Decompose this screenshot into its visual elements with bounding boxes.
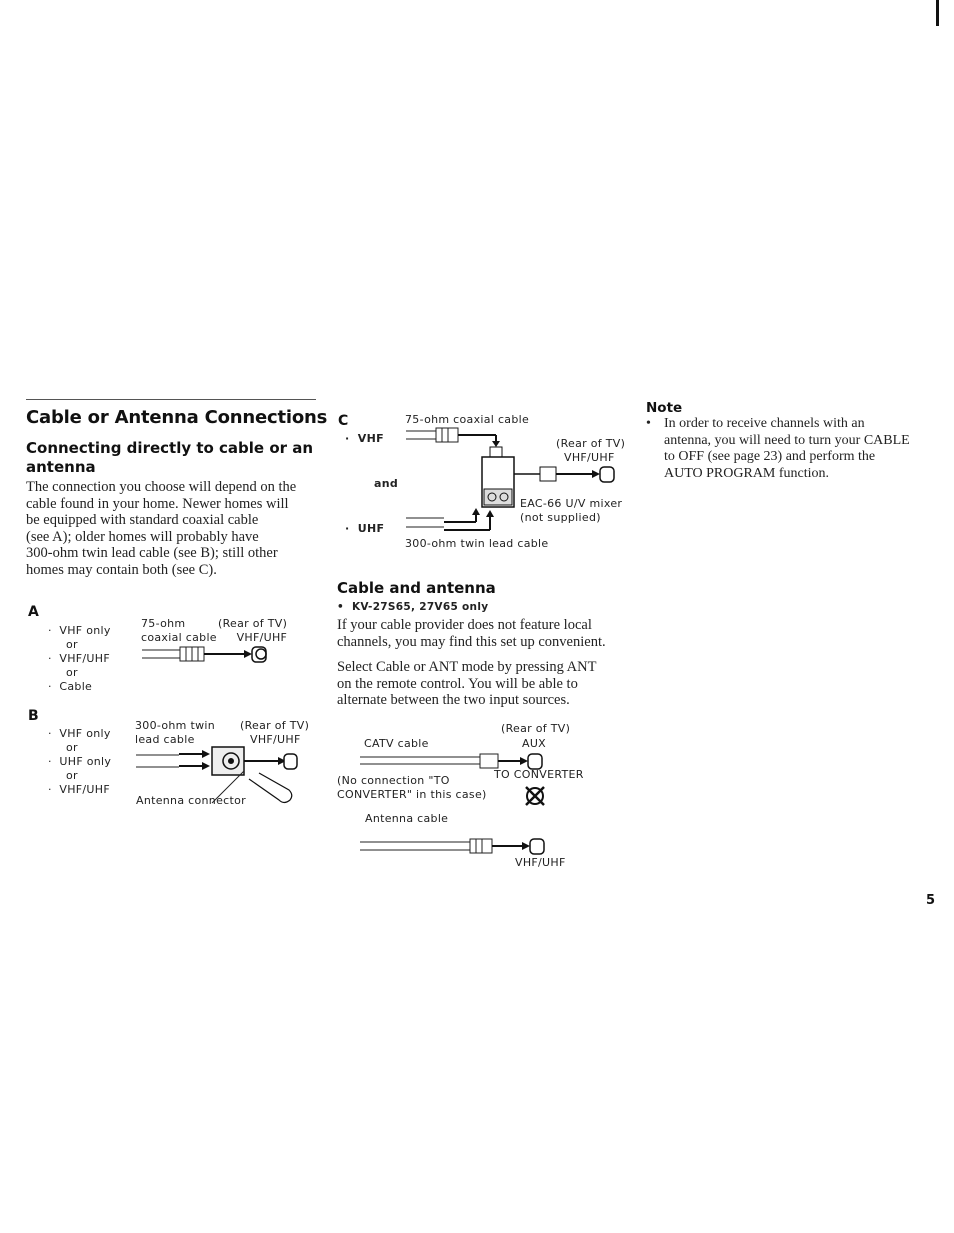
intro-line: 300-ohm twin lead cable (see B); still other xyxy=(26,545,278,561)
option: VHF only xyxy=(59,624,111,637)
option: or xyxy=(66,741,78,754)
antenna-connector-label: Antenna connector xyxy=(136,794,246,807)
diagram-c-rear-label: (Rear of TV) VHF/UHF xyxy=(556,437,626,464)
option: or xyxy=(66,666,78,679)
to-converter-label: TO CONVERTER xyxy=(494,768,584,781)
diagram-c-twin-label: 300-ohm twin lead cable xyxy=(405,537,549,550)
antenna-cable-line xyxy=(360,836,550,858)
intro-line: be equipped with standard coaxial cable xyxy=(26,512,259,528)
diagram-c-vhf: · VHF xyxy=(345,432,384,445)
diagram-a-coax-cable xyxy=(140,644,280,670)
diagram-a-rear-label: (Rear of TV) VHF/UHF xyxy=(218,617,288,644)
section-subtitle: Connecting directly to cable or an antenna xyxy=(26,439,314,476)
models-label: • KV-27S65, 27V65 only xyxy=(337,601,489,613)
option: or xyxy=(66,769,78,782)
cable-antenna-para1: If your cable provider does not feature local channels, you may find this set up convenient. xyxy=(337,617,606,650)
diagram-c-letter: C xyxy=(338,413,349,429)
option: Cable xyxy=(59,680,93,693)
catv-cable-label: CATV cable xyxy=(364,737,429,750)
diagram-c-and: and xyxy=(374,477,399,490)
intro-paragraph xyxy=(26,479,326,578)
option: VHF/UHF xyxy=(59,783,110,796)
diagram-c-coax-label: 75-ohm coaxial cable xyxy=(405,413,530,426)
aux-label: AUX xyxy=(522,737,547,750)
option: or xyxy=(66,638,78,651)
intro-line: (see A); older homes will probably have xyxy=(26,528,259,545)
diagram-c-mixer-diagram xyxy=(404,425,624,535)
diagram-a-options: · VHF only or · VHF/UHF or · Cable xyxy=(48,624,111,693)
option: VHF only xyxy=(59,727,111,740)
section-rule xyxy=(26,399,316,400)
rear-of-tv-label: (Rear of TV) xyxy=(501,722,571,735)
diagram-a-letter: A xyxy=(28,604,39,620)
diagram-b-letter: B xyxy=(28,708,39,724)
diagram-c-uhf: · UHF xyxy=(345,522,385,535)
no-connection-label: (No connection "TO CONVERTER" in this case) xyxy=(337,774,487,801)
option: VHF/UHF xyxy=(59,652,110,665)
edge-mark xyxy=(936,0,939,26)
antenna-cable-label: Antenna cable xyxy=(365,812,449,825)
intro-line: The connection you choose will depend on the xyxy=(26,479,297,495)
page-number: 5 xyxy=(926,893,936,908)
diagram-b-options: · VHF only or · UHF only or · VHF/UHF xyxy=(48,727,112,796)
diagram-c-mixer-label: EAC-66 U/V mixer (not supplied) xyxy=(520,497,623,524)
intro-line: homes may contain both (see C). xyxy=(26,561,217,578)
diagram-b-cable-label: 300-ohm twin lead cable xyxy=(135,719,216,746)
vhf-uhf-label: VHF/UHF xyxy=(515,856,566,869)
cable-antenna-para2: Select Cable or ANT mode by pressing ANT on the remote control. You will be able to alternate between the two input sources. xyxy=(337,659,597,708)
bullet: • xyxy=(646,416,651,431)
note-body: • In order to receive channels with an antenna, you will need to turn your CABLE to OFF (see page 23) and perform the AUTO PROGRAM function. xyxy=(646,416,910,481)
no-connection-icon xyxy=(524,785,546,807)
page-title: Cable or Antenna Connections xyxy=(26,407,328,428)
diagram-b-rear-label: (Rear of TV) VHF/UHF xyxy=(240,719,310,746)
diagram-a-cable-label: 75-ohm coaxial cable xyxy=(141,617,217,644)
cable-antenna-heading: Cable and antenna xyxy=(337,579,496,597)
note-heading: Note xyxy=(646,400,683,416)
option: UHF only xyxy=(59,755,112,768)
intro-line: cable found in your home. Newer homes will xyxy=(26,495,289,512)
